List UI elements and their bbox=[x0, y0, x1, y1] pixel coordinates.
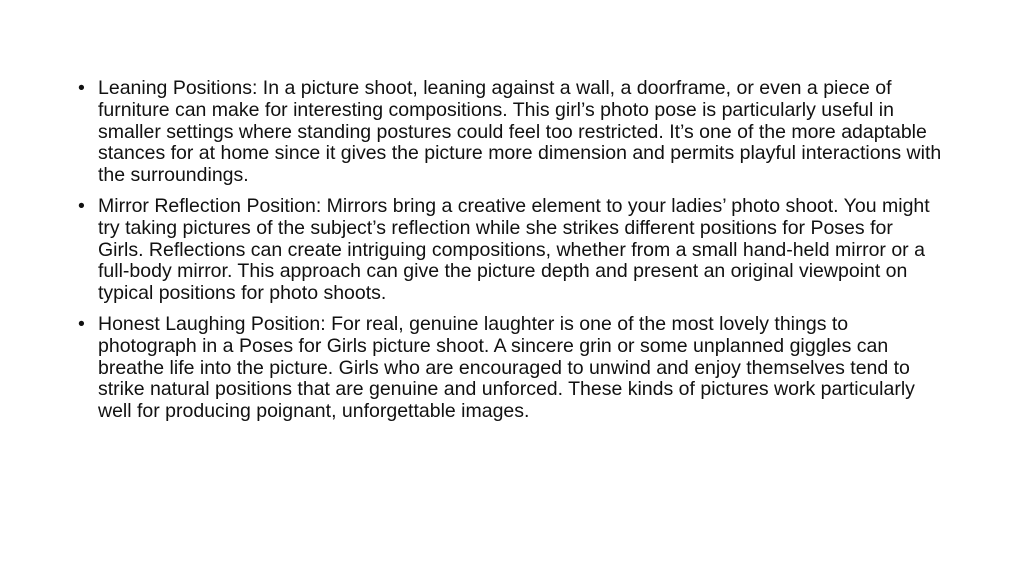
bullet-text: Mirror Reflection Position: Mirrors bring a creative element to your ladies’ photo shoot. You might try taking pictures of the subject’s reflection while she strikes different positions for Poses for Girls. Reflections can create intriguing compositions, whether from a small hand-held mirror or a full-body mirror. This approach can give the picture depth and present an original viewpoint on typical positions for photo shoots. bbox=[98, 194, 930, 305]
bullet-icon: • bbox=[78, 194, 85, 217]
bullet-item-honest-laughing bbox=[72, 314, 942, 423]
bullet-list bbox=[72, 78, 942, 432]
bullet-item-leaning-positions bbox=[72, 78, 942, 187]
bullet-icon: • bbox=[78, 77, 85, 99]
bullet-icon: • bbox=[78, 312, 85, 335]
bullet-text: Leaning Positions: In a picture shoot, leaning against a wall, a doorframe, or even a piece of furniture can make for interesting compositions. This girl’s photo pose is particularly useful in smaller settings where standing postures could feel too restricted. It’s one of the more adaptable stances for at home since it gives the picture more dimension and permits playful interactions with the surroundings. bbox=[98, 77, 942, 187]
bullet-text: Honest Laughing Position: For real, genuine laughter is one of the most lovely things to photograph in a Poses for Girls picture shoot. A sincere grin or some unplanned giggles can breathe life into the picture. Girls who are encouraged to unwind and enjoy themselves tend to strike natural positions that are genuine and unforced. These kinds of pictures work particularly well for producing poignant, unforgettable images. bbox=[98, 312, 915, 423]
bullet-item-mirror-reflection bbox=[72, 196, 942, 305]
